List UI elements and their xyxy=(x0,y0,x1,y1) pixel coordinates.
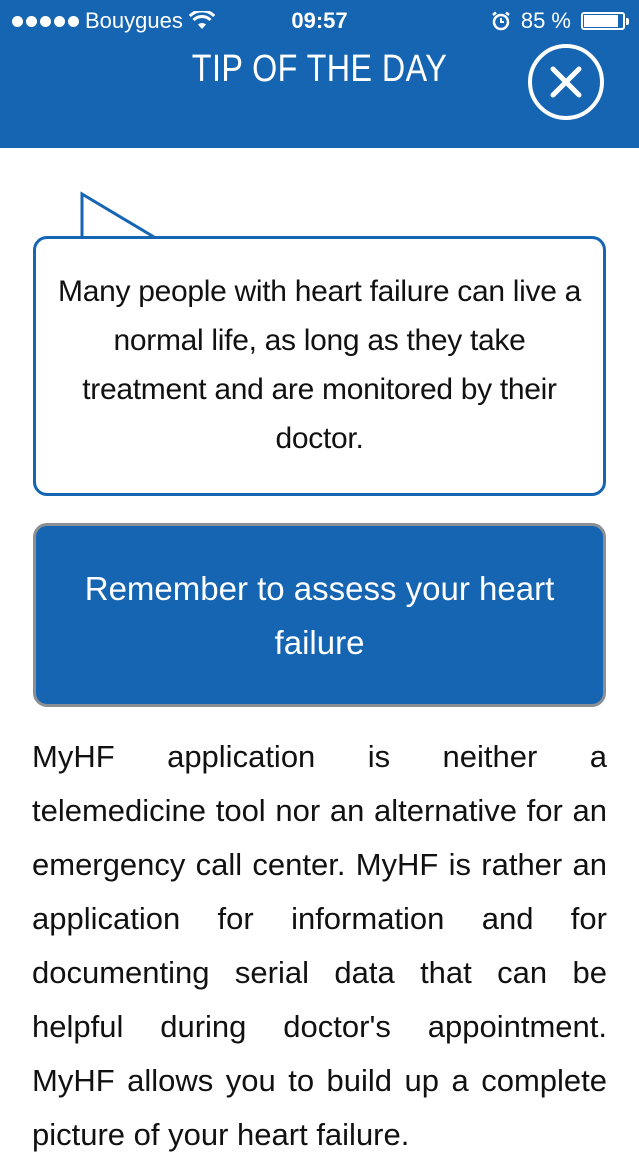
status-bar xyxy=(0,0,639,44)
battery-percent: 85 % xyxy=(520,8,571,33)
battery-icon xyxy=(581,12,625,30)
page-title: TIP OF THE DAY xyxy=(191,48,448,90)
speech-bubble-tail xyxy=(70,190,170,242)
carrier-name: Bouygues xyxy=(85,8,183,33)
assess-button-label: Remember to assess your heart failure xyxy=(84,570,555,661)
status-time: 09:57 xyxy=(291,8,348,33)
status-right xyxy=(491,8,625,34)
assess-heart-failure-button[interactable] xyxy=(33,523,606,707)
close-button[interactable] xyxy=(528,44,604,120)
disclaimer-text: MyHF application is neither a telemedicine tool nor an alternative for an emergency call center. MyHF is rather an application for information and for documenting serial data that can be helpful during doctor's appointment. MyHF allows you to build up a complete picture of your heart failure. xyxy=(32,739,607,1152)
close-icon xyxy=(549,65,583,99)
tip-bubble xyxy=(33,236,606,496)
header-bar xyxy=(0,0,639,148)
alarm-icon xyxy=(491,11,511,31)
tip-text: Many people with heart failure can live a normal life, as long as they take treatment and are monitored by their doctor. xyxy=(58,275,581,455)
